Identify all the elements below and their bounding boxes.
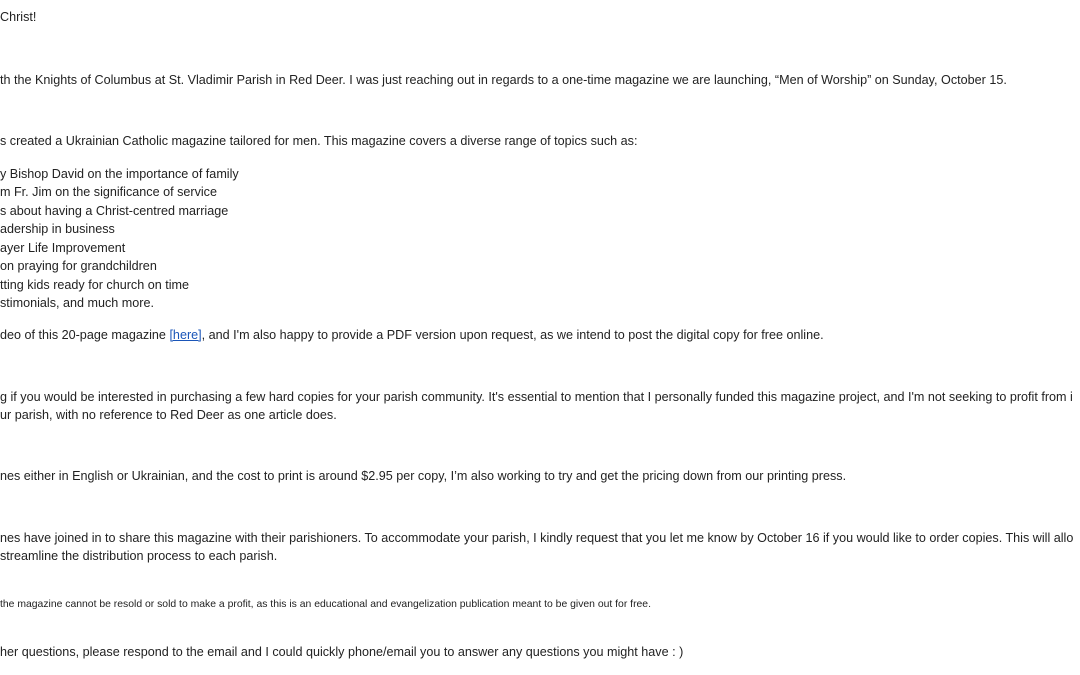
list-item: stimonials, and much more. (0, 296, 154, 310)
video-text-suffix: , and I'm also happy to provide a PDF version upon request, as we intend to post the digital copy for free online. (201, 328, 824, 342)
list-item: tting kids ready for church on time (0, 278, 189, 292)
parishes-paragraph-line-2: streamline the distribution process to each parish. (0, 549, 278, 563)
intro-paragraph: th the Knights of Columbus at St. Vladimir Parish in Red Deer. I was just reaching out in regards to a one-time magazine we are launching, “Men of Worship” on Sunday, October 15. (0, 73, 1007, 87)
list-item: s about having a Christ-centred marriage (0, 204, 229, 218)
parishes-paragraph-line-1: nes have joined in to share this magazine with their parishioners. To accommodate your parish, I kindly request that you let me know by October 16 if you would like to order copies. This will allo (0, 531, 1074, 545)
list-item: m Fr. Jim on the significance of service (0, 185, 217, 199)
list-item: y Bishop David on the importance of family (0, 167, 239, 181)
greeting-text: Christ! (0, 10, 37, 24)
video-paragraph (0, 327, 824, 343)
questions-paragraph: her questions, please respond to the email and I could quickly phone/email you to answer any questions you might have : ) (0, 645, 684, 659)
video-text-prefix: deo of this 20-page magazine (0, 328, 170, 342)
interest-paragraph-line-1: g if you would be interested in purchasing a few hard copies for your parish community. It's essential to mention that I personally funded this magazine project, and I'm not seeking to profit from i (0, 390, 1073, 404)
pricing-paragraph: nes either in English or Ukrainian, and the cost to print is around $2.95 per copy, I’m also working to try and get the pricing down from our printing press. (0, 469, 847, 483)
interest-paragraph-line-2: ur parish, with no reference to Red Deer as one article does. (0, 408, 337, 422)
magazine-description: s created a Ukrainian Catholic magazine tailored for men. This magazine covers a diverse range of topics such as: (0, 134, 638, 148)
list-item: ayer Life Improvement (0, 241, 126, 255)
list-item: on praying for grandchildren (0, 259, 157, 273)
resale-note: the magazine cannot be resold or sold to make a profit, as this is an educational and evangelization publication meant to be given out for free. (0, 599, 651, 610)
video-link[interactable]: [here] (169, 328, 202, 342)
list-item: adership in business (0, 222, 115, 236)
